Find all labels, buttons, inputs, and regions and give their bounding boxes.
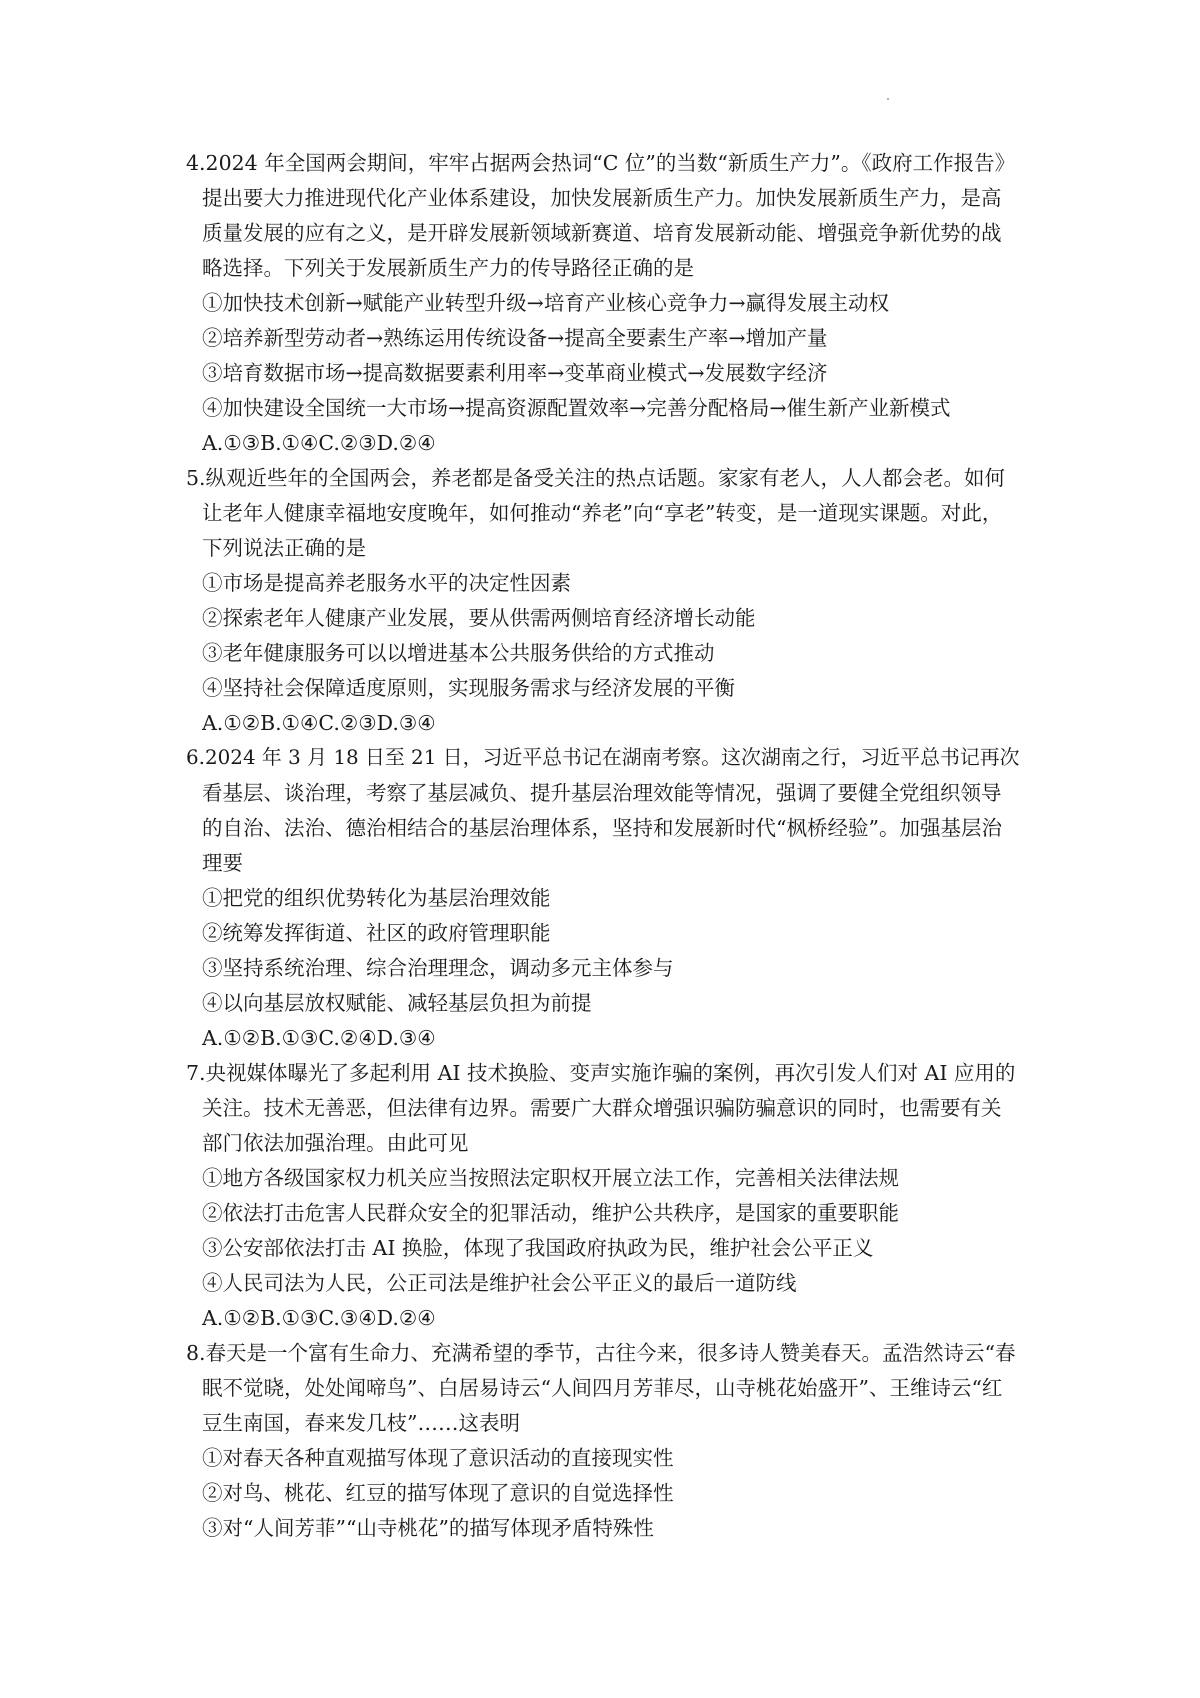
option-item: ③对“人间芳菲”“山寺桃花”的描写体现矛盾特殊性: [202, 1516, 654, 1540]
question-text-line: 8.春天是一个富有生命力、充满希望的季节，古往今来，很多诗人赞美春天。孟浩然诗云“春: [186, 1341, 1016, 1365]
question-text-line: 部门依法加强治理。由此可见: [202, 1131, 469, 1155]
question-text-line: 理要: [202, 851, 243, 875]
scan-speck: [887, 98, 889, 100]
option-item: ②探索老年人健康产业发展，要从供需两侧培育经济增长动能: [202, 606, 756, 630]
option-item: ③坚持系统治理、综合治理理念，调动多元主体参与: [202, 956, 674, 980]
answer-choices: A.①③B.①④C.②③D.②④: [202, 431, 436, 455]
option-item: ①地方各级国家权力机关应当按照法定职权开展立法工作，完善相关法律法规: [202, 1166, 899, 1190]
option-item: ①市场是提高养老服务水平的决定性因素: [202, 571, 571, 595]
option-item: ③培育数据市场→提高数据要素利用率→变革商业模式→发展数字经济: [202, 361, 828, 385]
option-item: ②统筹发挥街道、社区的政府管理职能: [202, 921, 551, 945]
question-text-line: 下列说法正确的是: [202, 536, 366, 560]
question-text-line: 略选择。下列关于发展新质生产力的传导路径正确的是: [202, 256, 694, 280]
option-item: ②依法打击危害人民群众安全的犯罪活动，维护公共秩序，是国家的重要职能: [202, 1201, 899, 1225]
question-text-line: 4.2024 年全国两会期间，牢牢占据两会热词“C 位”的当数“新质生产力”。《政府工作报告》: [186, 151, 1016, 175]
question-text-line: 看基层、谈治理，考察了基层减负、提升基层治理效能等情况，强调了要健全党组织领导: [202, 781, 1002, 805]
option-item: ①对春天各种直观描写体现了意识活动的直接现实性: [202, 1446, 674, 1470]
question-text-line: 5.纵观近些年的全国两会，养老都是备受关注的热点话题。家家有老人，人人都会老。如何: [186, 466, 1006, 490]
answer-choices: A.①②B.①④C.②③D.③④: [202, 711, 436, 735]
option-item: ④加快建设全国统一大市场→提高资源配置效率→完善分配格局→催生新产业新模式: [202, 396, 951, 420]
option-item: ②对鸟、桃花、红豆的描写体现了意识的自觉选择性: [202, 1481, 674, 1505]
question-text-line: 眠不觉晓，处处闻啼鸟”、白居易诗云“人间四月芳菲尽，山寺桃花始盛开”、王维诗云“红: [202, 1376, 1003, 1400]
question-text-line: 关注。技术无善恶，但法律有边界。需要广大群众增强识骗防骗意识的同时，也需要有关: [202, 1096, 1002, 1120]
option-item: ③老年健康服务可以以增进基本公共服务供给的方式推动: [202, 641, 715, 665]
option-item: ③公安部依法打击 AI 换脸，体现了我国政府执政为民，维护社会公平正义: [202, 1236, 874, 1260]
question-text-line: 豆生南国，春来发几枝”……这表明: [202, 1411, 520, 1435]
option-item: ④人民司法为人民，公正司法是维护社会公平正义的最后一道防线: [202, 1271, 797, 1295]
option-item: ④坚持社会保障适度原则，实现服务需求与经济发展的平衡: [202, 676, 735, 700]
question-text-line: 质量发展的应有之义，是开辟发展新领域新赛道、培育发展新动能、增强竞争新优势的战: [202, 221, 1002, 245]
answer-choices: A.①②B.①③C.③④D.②④: [202, 1306, 436, 1330]
question-text-line: 提出要大力推进现代化产业体系建设，加快发展新质生产力。加快发展新质生产力，是高: [202, 186, 1002, 210]
question-text-line: 6.2024 年 3 月 18 日至 21 日，习近平总书记在湖南考察。这次湖南之行，习近平总书记再次: [186, 746, 1020, 769]
option-item: ②培养新型劳动者→熟练运用传统设备→提高全要素生产率→增加产量: [202, 326, 828, 350]
question-text-line: 的自治、法治、德治相结合的基层治理体系，坚持和发展新时代“枫桥经验”。加强基层治: [202, 816, 1002, 840]
question-text-line: 7.央视媒体曝光了多起利用 AI 技术换脸、变声实施诈骗的案例，再次引发人们对 AI 应用的: [186, 1061, 1016, 1085]
option-item: ④以向基层放权赋能、减轻基层负担为前提: [202, 991, 592, 1015]
question-text-line: 让老年人健康幸福地安度晚年，如何推动“养老”向“享老”转变，是一道现实课题。对此，: [202, 501, 1003, 525]
answer-choices: A.①②B.①③C.②④D.③④: [202, 1026, 436, 1050]
option-item: ①加快技术创新→赋能产业转型升级→培育产业核心竞争力→赢得发展主动权: [202, 291, 890, 315]
option-item: ①把党的组织优势转化为基层治理效能: [202, 886, 551, 910]
